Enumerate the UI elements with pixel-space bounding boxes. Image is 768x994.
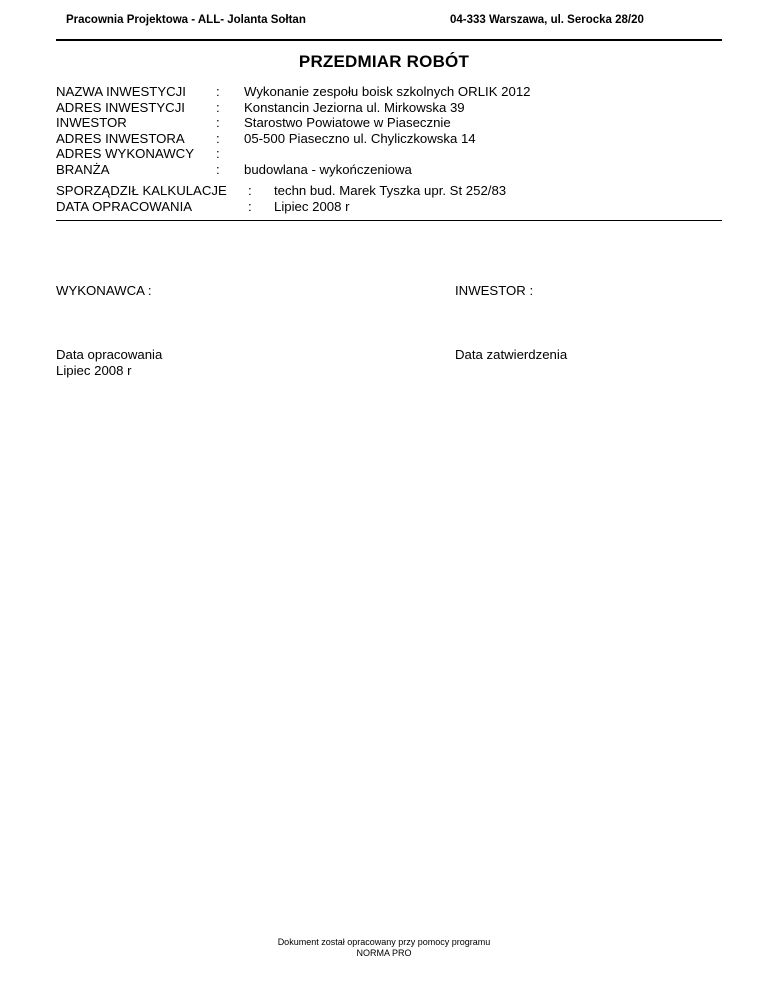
info-separator: : xyxy=(216,146,220,162)
prep-date-value: Lipiec 2008 r xyxy=(56,362,132,378)
info-value-investor: Starostwo Powiatowe w Piasecznie xyxy=(244,115,451,131)
info-separator: : xyxy=(216,84,220,99)
info-label-branch: BRANŻA xyxy=(56,162,110,177)
info-value-investor-address: 05-500 Piaseczno ul. Chyliczkowska 14 xyxy=(244,130,476,146)
info-separator: : xyxy=(216,130,220,146)
header-divider xyxy=(56,39,722,41)
investor-label: INWESTOR : xyxy=(455,283,534,298)
prepared-date-label: DATA OPRACOWANIA xyxy=(56,198,193,214)
header-company: Pracownia Projektowa - ALL- Jolanta Sołtan xyxy=(66,14,306,26)
info-label-contractor-address: ADRES WYKONAWCY xyxy=(56,146,194,162)
section-divider xyxy=(56,220,722,221)
prepared-date-value: Lipiec 2008 r xyxy=(274,198,350,214)
footer-note xyxy=(0,937,768,959)
info-separator: : xyxy=(216,99,220,115)
approval-date-label: Data zatwierdzenia xyxy=(455,347,568,362)
info-separator: : xyxy=(216,115,220,131)
footer-line-2: NORMA PRO xyxy=(356,948,412,958)
info-value-investment-name: Wykonanie zespołu boisk szkolnych ORLIK 2012 xyxy=(244,84,531,99)
prep-date-label: Data opracowania xyxy=(56,347,163,362)
prepared-by-value: techn bud. Marek Tyszka upr. St 252/83 xyxy=(274,183,507,198)
page-title: PRZEDMIAR ROBÓT xyxy=(298,52,470,71)
info-label-investment-name: NAZWA INWESTYCJI xyxy=(56,84,186,99)
info-value-branch: budowlana - wykończeniowa xyxy=(244,162,412,177)
info-value-investment-address: Konstancin Jeziorna ul. Mirkowska 39 xyxy=(244,99,465,115)
footer-line-1: Dokument został opracowany przy pomocy programu xyxy=(277,937,491,947)
info-label-investor: INWESTOR xyxy=(56,115,127,131)
info-separator: : xyxy=(216,162,220,177)
prepared-by-label: SPORZĄDZIŁ KALKULACJE xyxy=(56,183,227,198)
header-address: 04-333 Warszawa, ul. Serocka 28/20 xyxy=(450,14,644,26)
prepared-separator: : xyxy=(248,183,252,198)
info-label-investment-address: ADRES INWESTYCJI xyxy=(56,99,185,115)
info-label-investor-address: ADRES INWESTORA xyxy=(56,130,185,146)
contractor-label: WYKONAWCA : xyxy=(56,283,152,298)
prepared-separator: : xyxy=(248,198,252,214)
